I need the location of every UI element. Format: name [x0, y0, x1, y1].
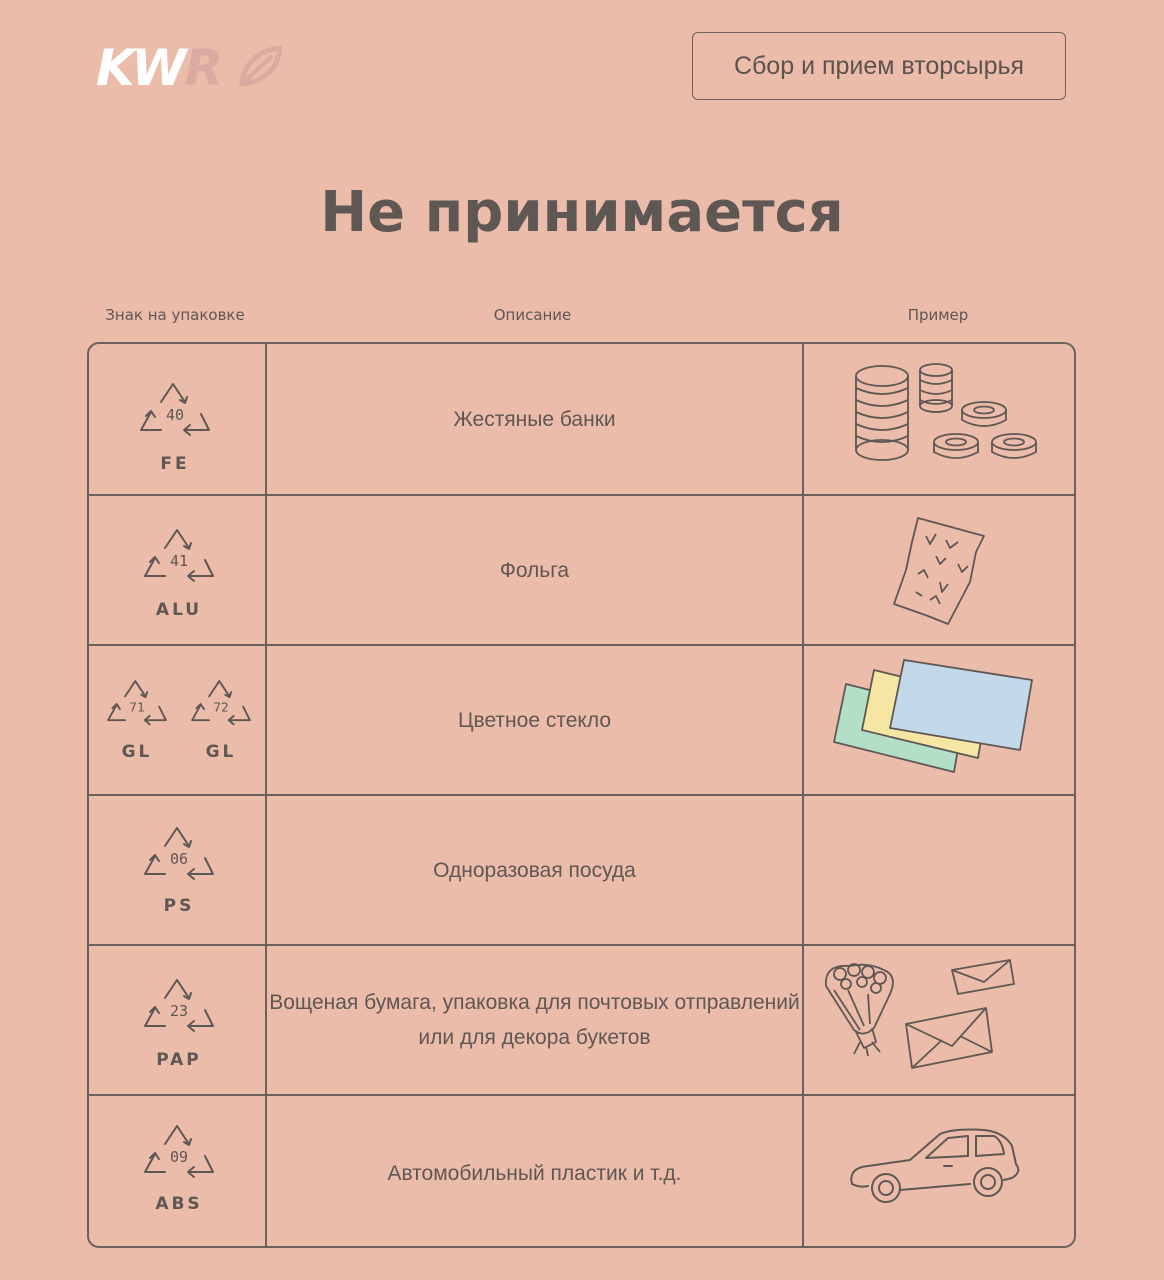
example-cell	[804, 646, 1076, 794]
code-label: PS	[163, 896, 195, 916]
code-number: 41	[169, 552, 189, 570]
example-cell	[804, 796, 1076, 944]
description-cell: Фольга	[499, 558, 570, 582]
code-number: 23	[169, 1002, 189, 1020]
table-row	[89, 944, 1074, 1094]
description-cell: Автомобильный пластик и т.д.	[387, 1161, 682, 1185]
example-cell	[804, 496, 1076, 644]
sign-cell	[89, 646, 265, 794]
recycle-symbol-icon	[139, 1120, 219, 1186]
logo-accent-letter: R	[184, 39, 222, 97]
recycle-symbol-icon	[187, 674, 255, 734]
column-header-description: Описание	[493, 306, 572, 324]
table-row	[89, 1094, 1074, 1248]
bouquet-envelopes-icon	[820, 958, 1020, 1086]
recycle-symbol-icon	[139, 524, 219, 590]
example-cell	[804, 344, 1076, 494]
description-cell: Жестяные банки	[453, 407, 616, 431]
code-label: GL	[205, 742, 237, 762]
description-cell: Цветное стекло	[458, 708, 611, 732]
code-label: FE	[160, 454, 190, 474]
recycle-symbol-icon	[139, 974, 219, 1040]
table-row	[89, 494, 1074, 644]
tin-cans-icon	[854, 362, 1044, 472]
code-number: 72	[213, 700, 229, 716]
table-row	[89, 794, 1074, 944]
column-header-sign: Знак на упаковке	[105, 306, 245, 324]
recycle-symbol-icon	[135, 378, 215, 444]
logo	[96, 38, 286, 98]
collection-button[interactable]: Сбор и прием вторсырья	[692, 32, 1066, 100]
description-cell: Вощеная бумага, упаковка для почтовых отправлений или для декора букетов	[269, 991, 800, 1049]
sign-cell	[89, 1096, 265, 1248]
example-cell	[804, 946, 1076, 1094]
page-title: Не принимается	[320, 180, 844, 245]
materials-table	[87, 342, 1076, 1248]
column-header-example: Пример	[907, 306, 969, 324]
leaf-icon	[234, 44, 284, 88]
description-cell: Одноразовая посуда	[433, 858, 636, 882]
code-label: GL	[121, 742, 153, 762]
example-cell	[804, 1096, 1076, 1248]
table-row	[89, 344, 1074, 494]
code-number: 06	[169, 850, 189, 868]
code-label: PAP	[156, 1050, 202, 1070]
sign-cell	[89, 946, 265, 1094]
sign-cell	[89, 796, 265, 944]
recycle-symbol-icon	[139, 822, 219, 888]
colored-glass-icon	[828, 654, 1038, 780]
code-number: 40	[165, 406, 185, 424]
code-number: 71	[129, 700, 145, 716]
car-icon	[844, 1126, 1024, 1212]
sign-cell	[89, 496, 265, 644]
logo-text: KW	[96, 39, 185, 97]
table-row	[89, 644, 1074, 794]
code-number: 09	[169, 1148, 189, 1166]
recycle-symbol-icon	[103, 674, 171, 734]
code-label: ALU	[155, 600, 203, 620]
foil-icon	[888, 512, 992, 632]
code-label: ABS	[155, 1194, 203, 1214]
sign-cell	[89, 344, 265, 494]
